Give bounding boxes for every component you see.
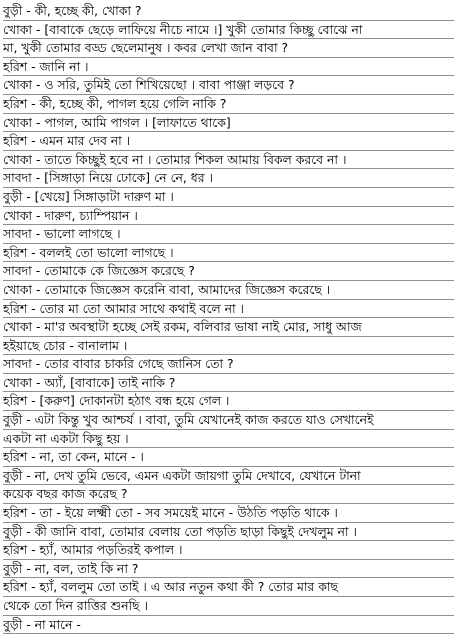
dialogue-line: হরিশ - হ্যাঁ, বললুম তো তাই । এ আর নতুন কথা কী ? তোর মার কাছ	[3, 578, 454, 597]
dialogue-line: সাবদা - ভালো লাগছে ।	[3, 225, 454, 244]
dialogue-line: হরিশ - এমন মার দেব না ।	[3, 132, 454, 151]
dialogue-line: খোকা - অ্যাঁ, [বাবাকে] তাই নাকি ?	[3, 374, 454, 393]
dialogue-line: একটা না একটা কিছু হয় ।	[3, 430, 454, 449]
dialogue-line: সাবদা - [সিঙ্গাড়া নিয়ে ঢোকে] নে নে, ধর ।	[3, 169, 454, 188]
dialogue-line: থেকে তো দিন রাত্তির শুনছি ।	[3, 597, 454, 616]
dialogue-line: বুড়ী - না, বল, তাই কি না ?	[3, 560, 454, 579]
dialogue-line: বুড়ী - কী জানি বাবা, তোমার বেলায় তো পড়তি ছাড়া কিছুই দেখলুম না ।	[3, 523, 454, 542]
dialogue-line: হইয়াছে চোর - বানালাম ।	[3, 337, 454, 356]
dialogue-line: বুড়ী - না মানে -	[3, 616, 454, 634]
dialogue-line: খোকা - তাতে কিচ্ছুই হবে না । তোমার শিকল আমায় বিকল করবে না ।	[3, 151, 454, 170]
dialogue-line: খোকা - মা'র অবস্থাটা হচ্ছে সেই রকম, বলিবার ভাষা নাই মোর, সাধু আজ	[3, 318, 454, 337]
dialogue-line: হরিশ - বললই তো ভালো লাগছে ।	[3, 244, 454, 263]
dialogue-line: বুড়ী - কী, হচ্ছে কী, খোকা ?	[3, 2, 454, 21]
dialogue-line: হরিশ - জানি না ।	[3, 58, 454, 77]
dialogue-line: বুড়ী - না, দেখ তুমি ভেবে, এমন একটা জায়গা তুমি দেখাবে, যেখানে টানা	[3, 467, 454, 486]
dialogue-line: কয়েক বছর কাজ করেছ ?	[3, 485, 454, 504]
dialogue-line: খোকা - তোমাকে জিজ্ঞেস করেনি বাবা, আমাদের জিজ্ঞেস করেছে ।	[3, 281, 454, 300]
dialogue-line: হরিশ - তোর মা তো আমার সাথে কথাই বলে না ।	[3, 300, 454, 319]
dialogue-line: সাবদা - তোর বাবার চাকরি গেছে জানিস তো ?	[3, 355, 454, 374]
dialogue-line: বুড়ী - এটা কিন্তু খুব আশ্চর্য । বাবা, তুমি যেখানেই কাজ করতে যাও সেখানেই	[3, 411, 454, 430]
dialogue-line: হরিশ - [করুণ] দোকানটা হঠাৎ বন্ধ হয়ে গেল ।	[3, 392, 454, 411]
dialogue-line: মা, খুকী তোমার বড্ড ছেলেমানুষ । কবর লেখা জান বাবা ?	[3, 39, 454, 58]
dialogue-line: হরিশ - হ্যাঁ, আমার পড়তিরই কপাল ।	[3, 541, 454, 560]
dialogue-line: হরিশ - কী, হচ্ছে কী, পাগল হয়ে গেলি নাকি ?	[3, 95, 454, 114]
dialogue-line: হরিশ - না, তা কেন, মানে - ।	[3, 448, 454, 467]
dialogue-line: খোকা - ও সরি, তুমিই তো শিখিয়েছো । বাবা পাঞ্জা লড়বে ?	[3, 76, 454, 95]
dialogue-line: খোকা - পাগল, আমি পাগল । [লাফাতে থাকে]	[3, 114, 454, 133]
dialogue-line: খোকা - দারুণ, চ্যাম্পিয়ান ।	[3, 207, 454, 226]
dialogue-line: বুড়ী - [খেয়ে] সিঙ্গাড়াটা দারুণ মা ।	[3, 188, 454, 207]
dialogue-line: সাবদা - তোমাকে কে জিজ্ঞেস করেছে ?	[3, 262, 454, 281]
dialogue-line: খোকা - [বাবাকে ছেড়ে লাফিয়ে নীচে নামে ।] খুকী তোমার কিচ্ছু বোঝে না	[3, 21, 454, 40]
dialogue-line: হরিশ - তা - ইয়ে লক্ষ্মী তো - সব সময়েই মানে - উঠতি পড়তি থাকে ।	[3, 504, 454, 523]
